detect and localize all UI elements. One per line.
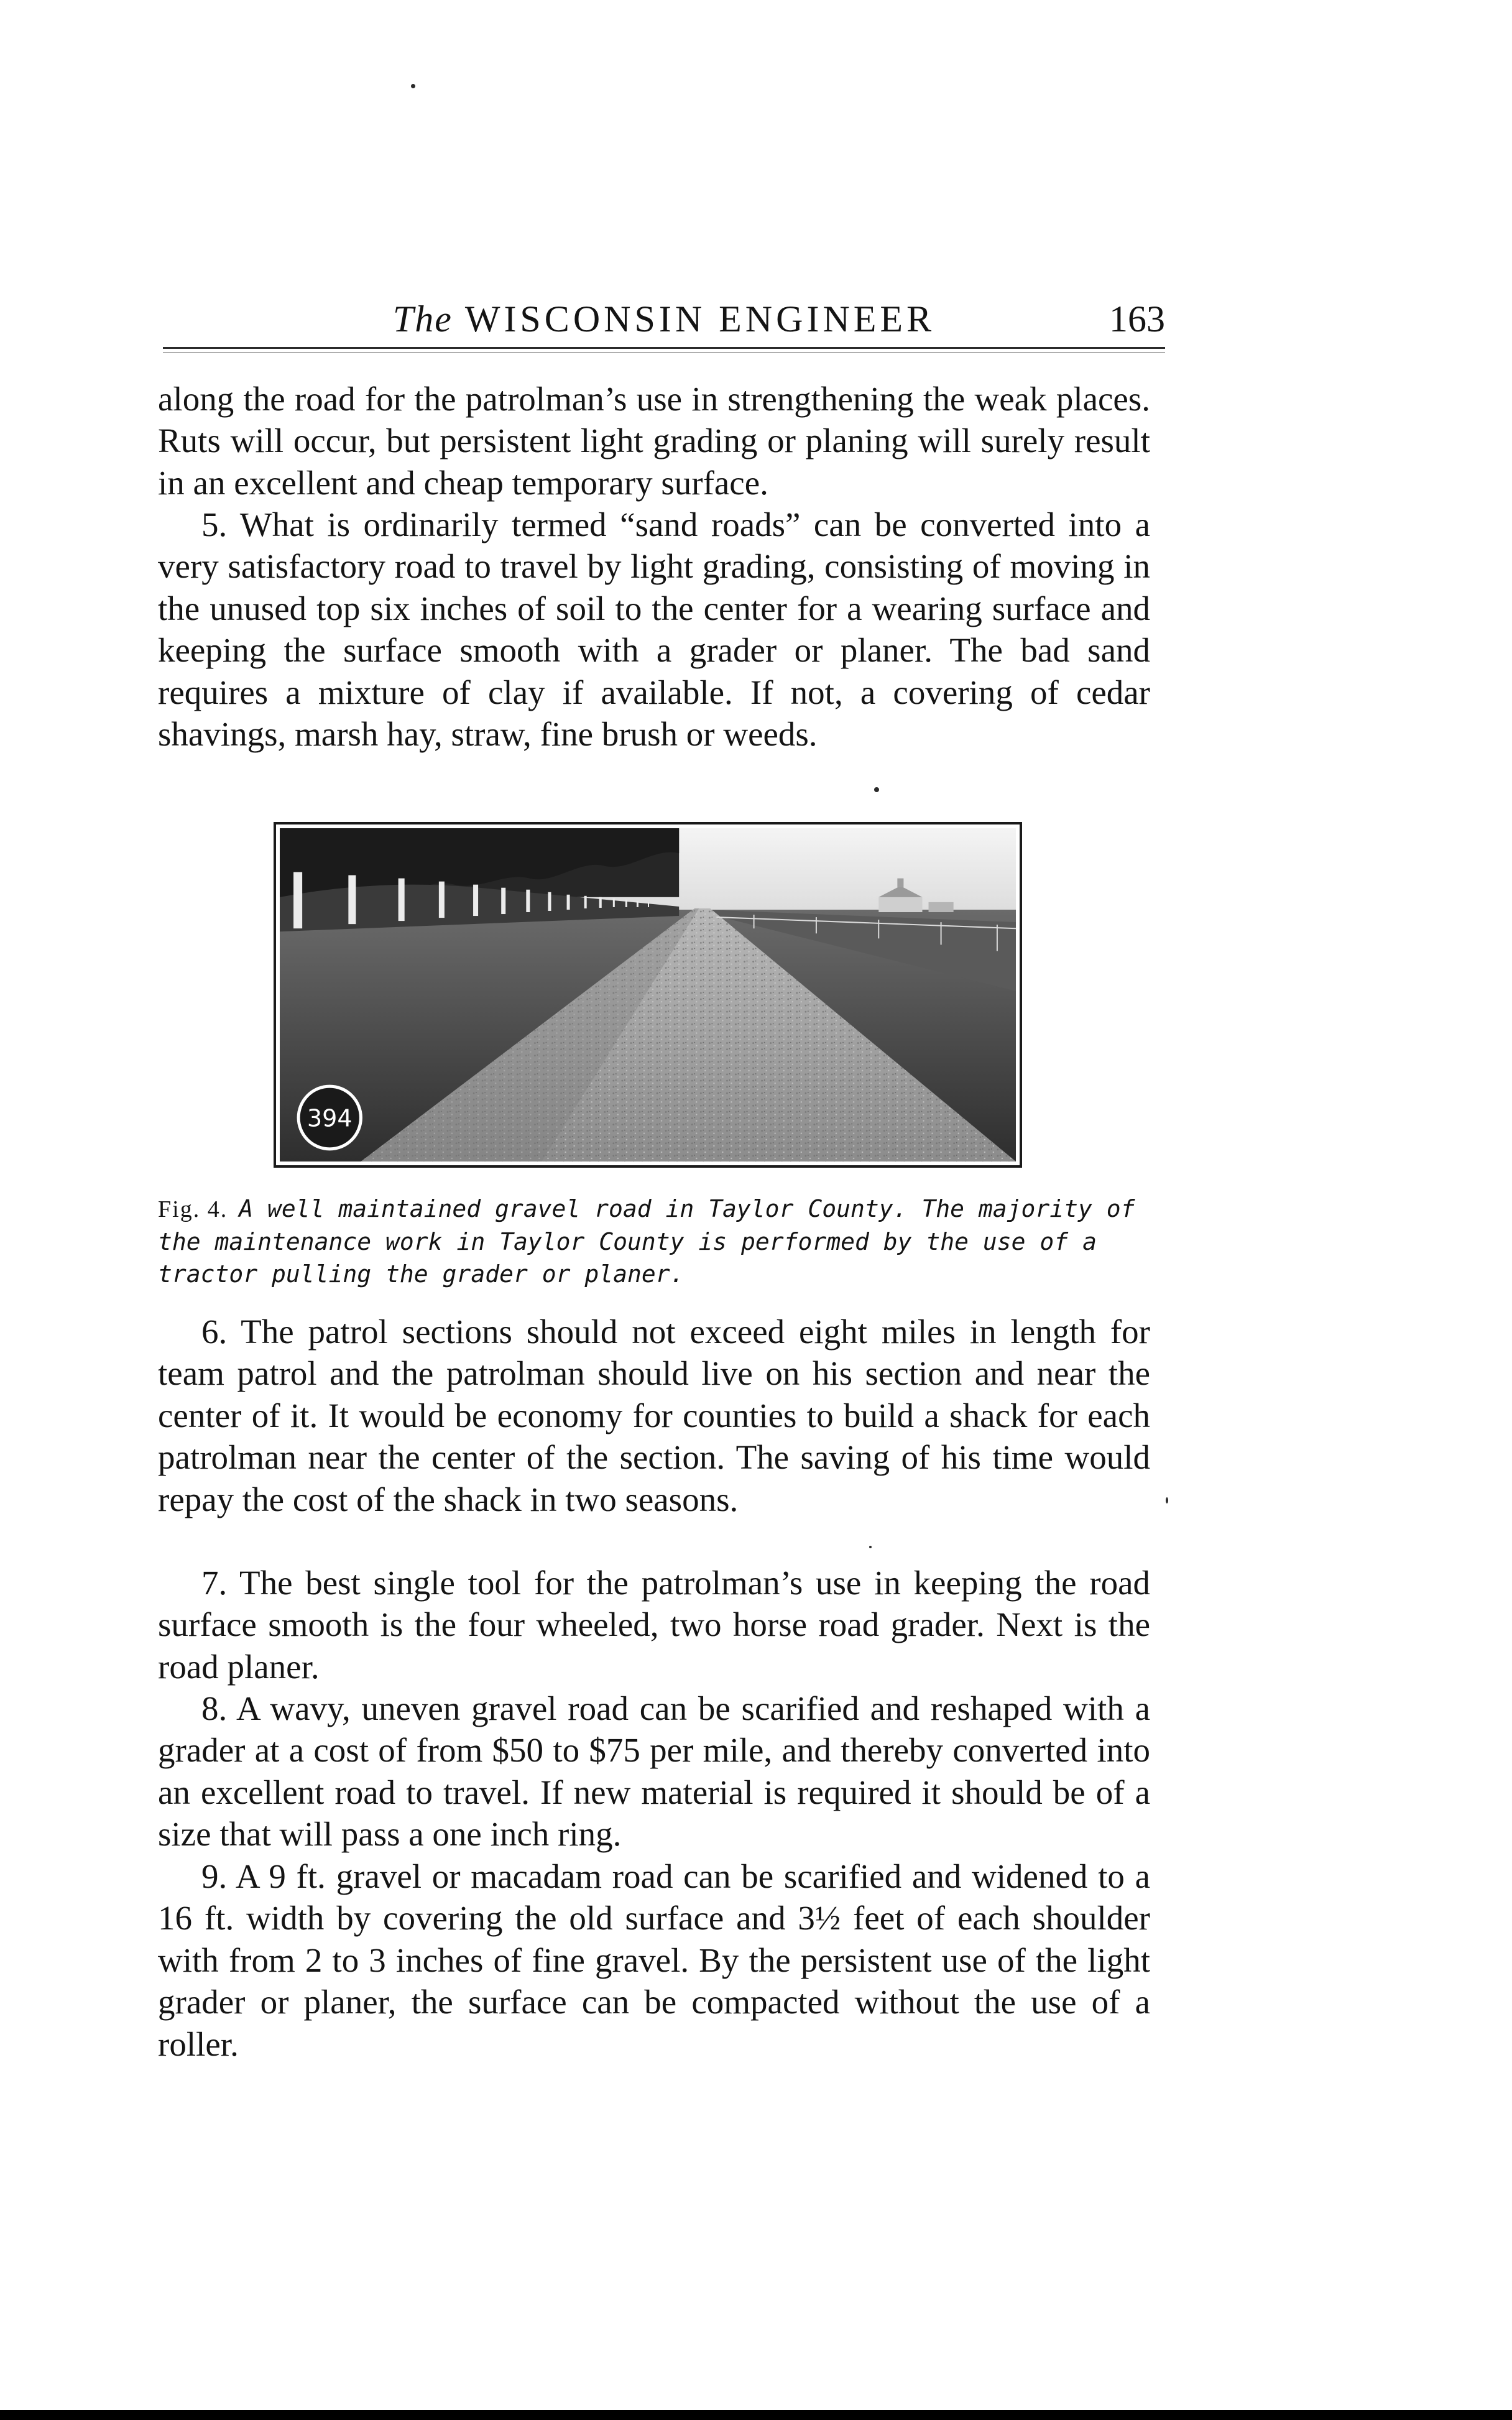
paragraph-continued: along the road for the patrolman’s use in strengthening the weak places. Ruts will occur, but persistent light grading or planing will surely result in an excellent and cheap temporary surface. — [158, 380, 1150, 502]
header-rule — [163, 347, 1165, 349]
paragraph-9: 9. A 9 ft. gravel or macadam road can be scarified and widened to a 16 ft. width by covering the old surface and 3½ feet of each shoulder with from 2 to 3 inches of fine gravel. By the persistent use of the light grader or planer, the surface can be compacted without the use of a roller. — [158, 1857, 1150, 2063]
figure-label: Fig. 4. — [158, 1196, 228, 1222]
tree-row — [280, 828, 679, 931]
figure-caption — [158, 1193, 1148, 1290]
scan-speck — [874, 787, 879, 792]
photo-number-badge — [298, 1086, 361, 1149]
journal-title-article: The — [392, 298, 453, 339]
paragraph-6: 6. The patrol sections should not exceed eight miles in length for team patrol and the patrolman should live on his section and near the center of it. It would be economy for counties to build a shack for each patrolman near the center of the section. The saving of his time would repay the cost of the shack in two seasons. — [158, 1313, 1150, 1518]
journal-title-name: WISCONSIN ENGINEER — [464, 298, 936, 339]
scan-speck — [411, 84, 415, 88]
paragraph-7: 7. The best single tool for the patrolman’s use in keeping the road surface smooth is the four wheeled, two horse road grader. Next is the road planer. — [158, 1564, 1150, 1686]
scan-speck — [869, 1546, 872, 1548]
scan-speck — [1166, 1497, 1168, 1503]
header-rule-thin — [163, 352, 1165, 353]
paragraph-5: 5. What is ordinarily termed “sand roads” can be converted into a very satisfactory road to travel by light grading, consisting of moving in the unused top six inches of soil to the center for a wearing surface and keeping the surface smooth with a grader or planer. The bad sand requires a mixture of clay if available. If not, a covering of cedar shavings, marsh hay, straw, fine brush or weeds. — [158, 506, 1150, 754]
gravel-road-photo — [280, 828, 1016, 1162]
page-number: 163 — [1109, 298, 1165, 339]
figure-photo-frame — [274, 822, 1022, 1168]
paragraph-8: 8. A wavy, uneven gravel road can be scarified and reshaped with a grader at a cost of from $50 to $75 per mile, and thereby converted into an excellent road to travel. If new material is required it should be of a size that will pass a one inch ring. — [158, 1689, 1150, 1854]
scan-edge-bar — [0, 2410, 1512, 2420]
running-header — [163, 291, 1165, 347]
photo-number: 394 — [307, 1105, 353, 1133]
journal-title — [163, 291, 1165, 347]
figure-caption-text: A well maintained gravel road in Taylor County. The majority of the maintenance work in Taylor County is performed by the use of a tractor pulling the grader or planer. — [158, 1195, 1135, 1288]
